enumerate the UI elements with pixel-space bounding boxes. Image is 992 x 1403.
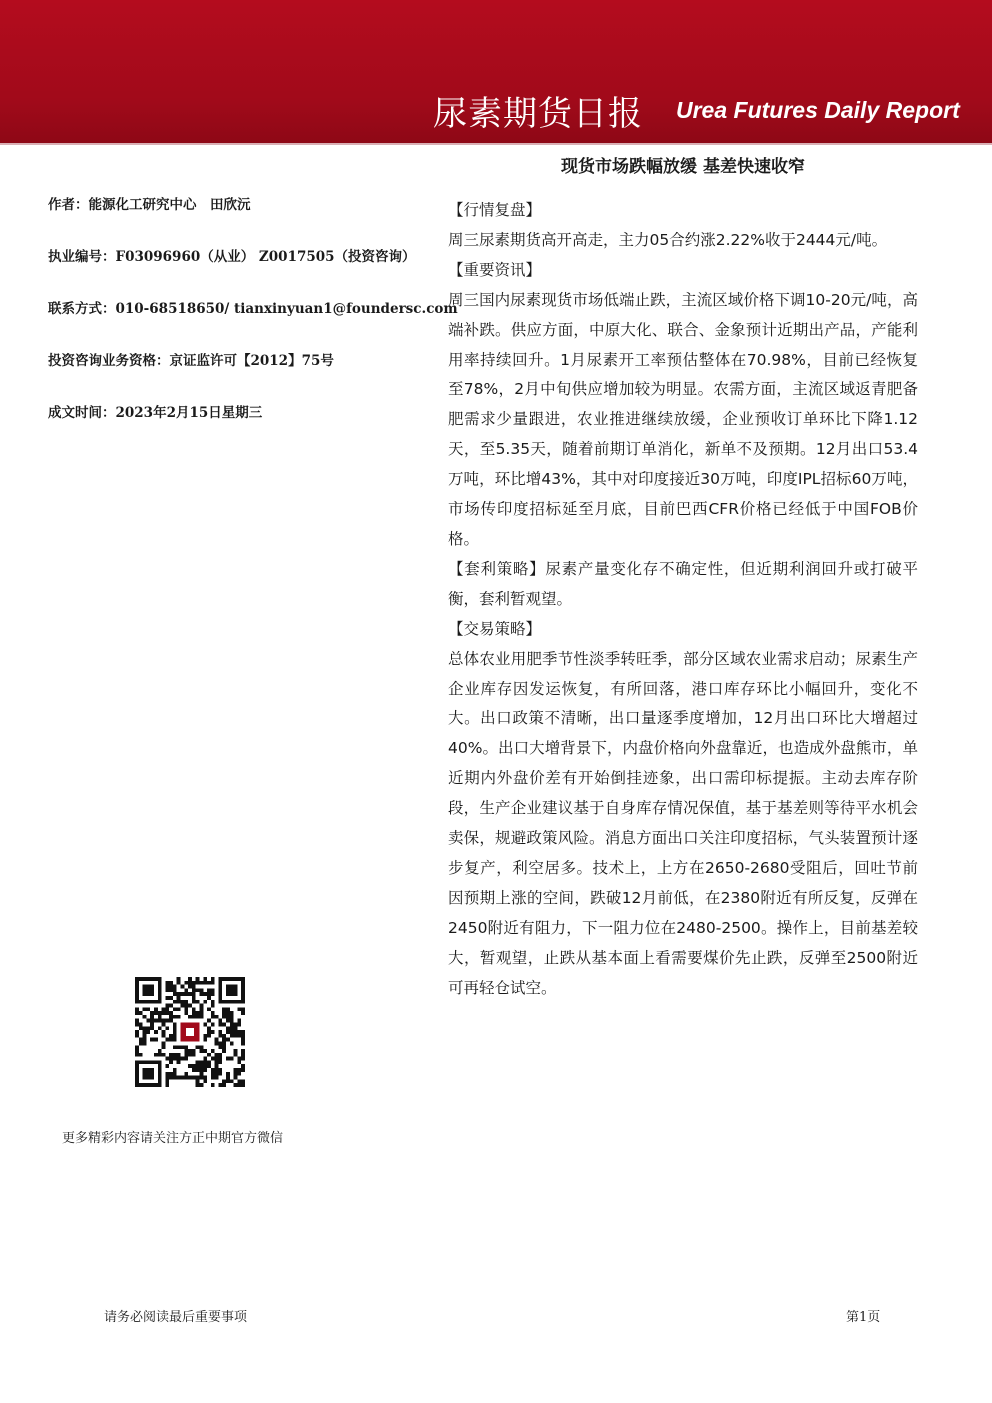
report-subtitle: 现货市场跌幅放缓 基差快速收窄 (561, 157, 805, 177)
author-value: 能源化工研究中心 田欣沅 (88, 197, 251, 213)
arbitrage-paragraph (448, 555, 918, 615)
header-divider (0, 143, 992, 145)
report-title-cn: 尿素期货日报 (433, 94, 643, 134)
contact-line (48, 297, 458, 317)
qualification-label: 投资咨询业务资格： (48, 353, 170, 369)
report-title-en: Urea Futures Daily Report (676, 97, 960, 123)
footer-notice: 请务必阅读最后重要事项 (104, 1310, 248, 1325)
footer-page-number: 第1页 (846, 1310, 881, 1325)
arbitrage-text: 尿素产量变化存不确定性，但近期利润回升或打破平衡，套利暂观望。 (448, 559, 918, 608)
date-line (48, 401, 262, 421)
report-header-band (0, 0, 992, 143)
trading-text: 总体农业用肥季节性淡季转旺季，部分区域农业需求启动；尿素生产企业库存因发运恢复，有所回落，港口库存环比小幅回升，变化不大。出口政策不清晰，出口量逐季度增加，12月出口环比大增超过40%。出口大增背景下，内盘价格向外盘靠近，也造成外盘熊市，单近期内外盘价差有开始倒挂迹象，出口需印标提振。主动去库存阶段，生产企业建议基于自身库存情况保值，基于基差则等待平水机会卖保，规避政策风险。消息方面出口关注印度招标，气头装置预计逐步复产，利空居多。技术上，上方在2650-2680受阻后，回吐节前因预期上涨的空间，跌破12月前低，在2380附近有所反复，反弹在2450附近有阻力，下一阻力位在2480-2500。操作上，目前基差较大，暂观望，止跌从基本面上看需要煤价先止跌，反弹至2500附近可再轻仓试空。 (448, 649, 918, 997)
trading-heading: 【交易策略】 (448, 619, 542, 638)
qr-caption: 更多精彩内容请关注方正中期官方微信 (62, 1131, 284, 1146)
author-line (48, 193, 251, 213)
news-heading: 【重要资讯】 (448, 260, 542, 279)
contact-label: 联系方式： (48, 301, 116, 317)
report-body (448, 196, 918, 1003)
arbitrage-heading: 【套利策略】 (448, 559, 546, 578)
date-value: 2023年2月15日星期三 (115, 405, 263, 421)
author-label: 作者： (48, 197, 89, 213)
news-text: 周三国内尿素现货市场低端止跌，主流区域价格下调10-20元/吨，高端补跌。供应方面，中原大化、联合、金象预计近期出产品，产能利用率持续回升。1月尿素开工率预估整体在70.98%，目前已经恢复至78%，2月中旬供应增加较为明显。农需方面，主流区域返青肥备肥需求少量跟进，农业推进继续放缓，企业预收订单环比下降1.12天，至5.35天，随着前期订单消化，新单不及预期。12月出口53.4万吨，环比增43%，其中对印度接近30万吨，印度IPL招标60万吨，市场传印度招标延至月底，目前巴西CFR价格已经低于中国FOB价格。 (448, 290, 918, 548)
license-line (48, 245, 416, 265)
market-review-text: 周三尿素期货高开高走，主力05合约涨2.22%收于2444元/吨。 (448, 230, 888, 249)
qualification-line (48, 349, 334, 369)
qualification-value: 京证监许可【2012】75号 (169, 353, 334, 369)
license-value: F03096960（从业） Z0017505（投资咨询） (115, 249, 416, 265)
date-label: 成文时间： (48, 405, 116, 421)
market-review-heading: 【行情复盘】 (448, 201, 542, 219)
wechat-qr-code-icon[interactable] (135, 977, 245, 1087)
contact-value: 010-68518650/ tianxinyuan1@foundersc.com (115, 301, 458, 317)
license-label: 执业编号： (48, 249, 116, 265)
